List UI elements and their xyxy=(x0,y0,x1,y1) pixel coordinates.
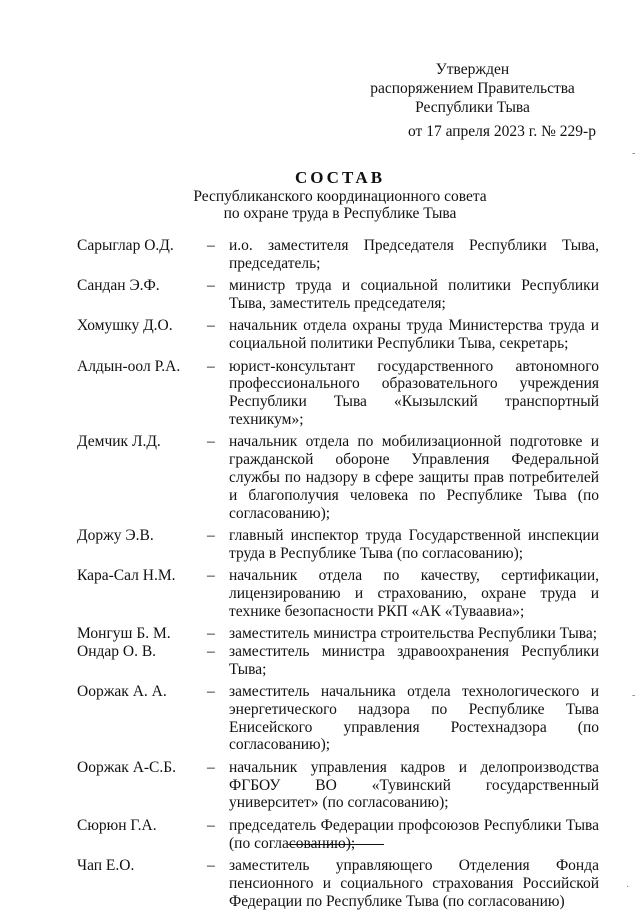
member-name: Ондар О. В. xyxy=(77,642,157,660)
document-subtitle-line1: Республиканского координационного совета xyxy=(193,188,487,205)
member-row xyxy=(77,625,599,643)
approval-line-republic: Республики Тыва xyxy=(415,99,530,116)
document-subtitle-line2: по охране труда в Республике Тыва xyxy=(223,205,457,222)
dash-separator: – xyxy=(207,357,215,375)
member-role: заместитель министра здравоохранения Республики Тыва; xyxy=(229,642,599,678)
margin-mark: - xyxy=(632,690,636,701)
approval-line-order: распоряжением Правительства xyxy=(370,80,575,97)
member-name: Алдын-оол Р.А. xyxy=(77,357,181,375)
margin-mark: · xyxy=(626,882,630,893)
closing-rule xyxy=(288,844,384,845)
member-row xyxy=(77,277,599,313)
dash-separator: – xyxy=(207,317,215,335)
dash-separator: – xyxy=(207,642,215,660)
dash-separator: – xyxy=(207,758,215,776)
dash-separator: – xyxy=(207,526,215,544)
dash-separator: – xyxy=(207,567,215,585)
member-name: Сарыглар О.Д. xyxy=(77,237,174,254)
dash-separator: – xyxy=(207,857,215,875)
document-title: СОСТАВ xyxy=(294,168,386,187)
member-row xyxy=(77,527,599,563)
approval-stamp xyxy=(360,60,620,140)
member-role: главный инспектор труда Государственной инспекции труда в Республике Тыва (по согласованию); xyxy=(229,526,599,562)
member-role: юрист-консультант государственного автономного профессионального образовательного учреждения Республики Тыва «Кызылский транспортный техникум»; xyxy=(229,357,599,428)
dash-separator: – xyxy=(207,433,215,451)
member-name: Хомушку Д.О. xyxy=(77,317,173,335)
members-list xyxy=(77,237,599,915)
member-row xyxy=(77,317,599,353)
margin-mark: - xyxy=(632,148,636,159)
member-role: заместитель министра строительства Республики Тыва; xyxy=(229,625,598,643)
member-role: и.о. заместителя Председателя Республики Тыва, председатель; xyxy=(229,237,599,272)
member-row xyxy=(77,759,599,812)
member-name: Ооржак А-С.Б. xyxy=(77,758,177,776)
approval-line-approved: Утвержден xyxy=(435,61,510,78)
member-role: начальник отдела по качеству, сертификации, лицензированию и страхованию, охране труда и технике безопасности РКП «АК «Туваавиа»; xyxy=(229,567,599,620)
member-row xyxy=(77,857,599,910)
member-name: Демчик Л.Д. xyxy=(77,433,161,451)
member-row xyxy=(77,643,599,679)
member-role: начальник отдела охраны труда Министерства труда и социальной политики Республики Тыва, секретарь; xyxy=(229,317,599,353)
member-role: начальник отдела по мобилизационной подготовке и гражданской обороне Управления Федеральной службы по надзору в сфере защиты прав потребителей и благополучия человека по Республике Тыва (по согласованию); xyxy=(229,433,599,522)
dash-separator: – xyxy=(207,816,215,834)
member-name: Ооржак А. А. xyxy=(77,683,167,701)
dash-separator: – xyxy=(207,683,215,701)
member-role: заместитель управляющего Отделения Фонда пенсионного и социального страхования Российской Федерации по Республике Тыва (по согласованию) xyxy=(229,857,599,910)
dash-separator: – xyxy=(207,625,215,643)
member-name: Сюрюн Г.А. xyxy=(77,816,157,834)
member-row xyxy=(77,567,599,620)
member-row xyxy=(77,817,599,853)
member-row xyxy=(77,358,599,429)
member-row xyxy=(77,683,599,754)
member-name: Сандан Э.Ф. xyxy=(77,277,160,295)
dash-separator: – xyxy=(207,277,215,295)
member-name: Доржу Э.В. xyxy=(77,526,154,544)
member-row xyxy=(77,237,599,273)
member-name: Монгуш Б. М. xyxy=(77,625,171,643)
approval-date: от 17 апреля 2023 г. № 229-р xyxy=(408,123,596,140)
dash-separator: – xyxy=(207,237,215,254)
member-name: Кара-Сал Н.М. xyxy=(77,567,176,585)
member-role: начальник управления кадров и делопроизводства ФГБОУ ВО «Тувинский государственный университет» (по согласованию); xyxy=(229,758,599,812)
member-row xyxy=(77,433,599,522)
member-role: заместитель начальника отдела технологического и энергетического надзора по Республике Тыва Енисейского управления Ростехнадзора (по согласованию); xyxy=(229,683,599,754)
member-role: председатель Федерации профсоюзов Республики Тыва (по согласованию); xyxy=(229,816,599,852)
member-role: министр труда и социальной политики Республики Тыва, заместитель председателя; xyxy=(229,277,599,312)
document-heading xyxy=(120,168,560,222)
member-name: Чап Е.О. xyxy=(77,857,135,875)
